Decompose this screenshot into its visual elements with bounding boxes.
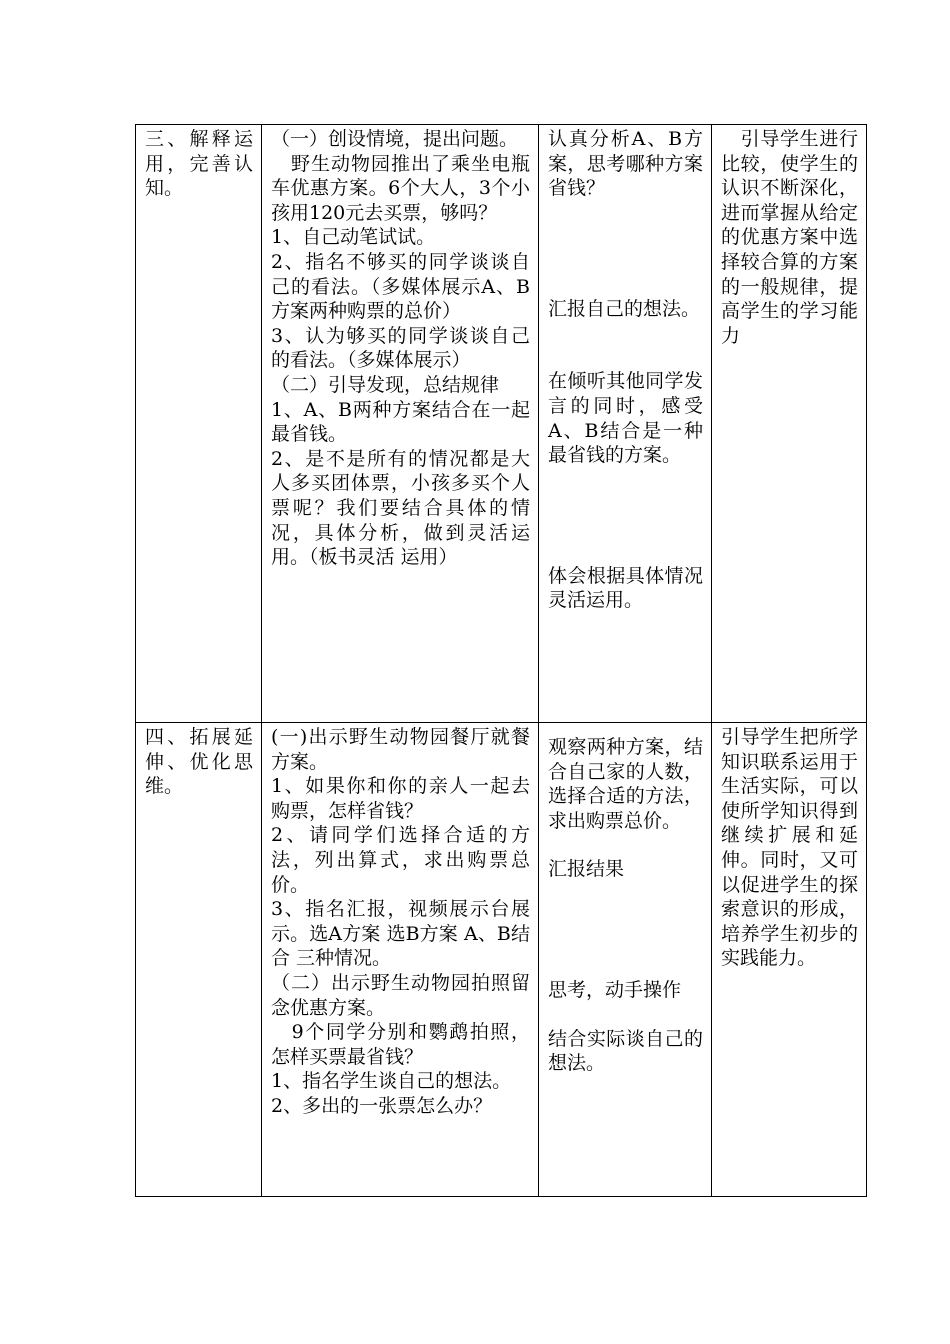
student-line: 认真分析A、B方案，思考哪种方案省钱？	[548, 128, 703, 200]
stage-text: 四、拓展延伸、优化思维。	[145, 726, 253, 798]
process-line: 野生动物园推出了乘坐电瓶车优惠方案。6个大人，3个小孩用120元去买票，够吗？	[271, 152, 530, 224]
student-line: 汇报自己的想法。	[548, 297, 701, 320]
process-line: （二）出示野生动物园拍照留念优惠方案。	[271, 971, 530, 1019]
process-line: 9个同学分别和鹦鹉拍照，怎样买票最省钱？	[271, 1021, 530, 1068]
lesson-plan-table	[135, 124, 867, 1197]
process-line: 1、如果你和你的亲人一起去购票，怎样省钱？	[271, 775, 530, 822]
student-line: 思考，动手操作	[548, 978, 682, 1001]
student-line: 在倾听其他同学发言的同时，感受A、B结合是一种最省钱的方案。	[548, 370, 703, 467]
teaching-process-cell	[262, 125, 539, 723]
student-activity-cell	[539, 125, 712, 723]
student-line: 体会根据具体情况灵活运用。	[548, 564, 703, 612]
stage-text: 三、解释运用，完善认知。	[145, 128, 253, 200]
student-line: 结合实际谈自己的想法。	[548, 1027, 703, 1075]
student-line: 汇报结果	[548, 858, 625, 881]
table-row	[136, 723, 867, 1197]
process-line: (一)出示野生动物园餐厅就餐方案。	[271, 726, 530, 773]
process-line: 1、A、B两种方案结合在一起最省钱。	[271, 398, 530, 446]
intent-text: 引导学生进行比较，使学生的认识不断深化，进而掌握从给定的优惠方案中选择较合算的方案的一般规律，提高学生的学习能力	[721, 128, 858, 347]
design-intent-cell	[712, 723, 867, 1197]
intent-text: 引导学生把所学知识联系运用于生活实际，可以使所学知识得到继续扩展和延伸。同时，又可以促进学生的探索意识的形成，培养学生初步的实践能力。	[721, 726, 858, 970]
process-line: 2、请同学们选择合适的方法，列出算式，求出购票总价。	[271, 824, 530, 896]
design-intent-cell	[712, 125, 867, 723]
process-line: 2、多出的一张票怎么办？	[271, 1094, 493, 1117]
process-line: （二）引导发现，总结规律	[271, 373, 500, 396]
process-line: 3、认为够买的同学谈谈自己的看法。（多媒体展示）	[271, 324, 530, 372]
process-line: 2、是不是所有的情况都是大人多买团体票，小孩多买个人票呢？我们要结合具体的情况，具体分析，做到灵活运用。（板书灵活 运用）	[271, 447, 530, 569]
student-line: 观察两种方案，结合自己家的人数，选择合适的方法，求出购票总价。	[548, 736, 703, 832]
process-line: （一）创设情境，提出问题。	[271, 128, 519, 150]
process-line: 1、指名学生谈自己的想法。	[271, 1070, 512, 1093]
process-line: 3、指名汇报，视频展示台展示。选A方案 选B方案 A、B结合 三种情况。	[271, 898, 530, 970]
stage-cell	[136, 723, 262, 1197]
table-row	[136, 125, 867, 723]
process-line: 1、自己动笔试试。	[271, 226, 436, 249]
teaching-process-cell	[262, 723, 539, 1197]
process-line: 2、指名不够买的同学谈谈自己的看法。（多媒体展示A、B方案两种购票的总价）	[271, 250, 530, 323]
stage-cell	[136, 125, 262, 723]
student-activity-cell	[539, 723, 712, 1197]
